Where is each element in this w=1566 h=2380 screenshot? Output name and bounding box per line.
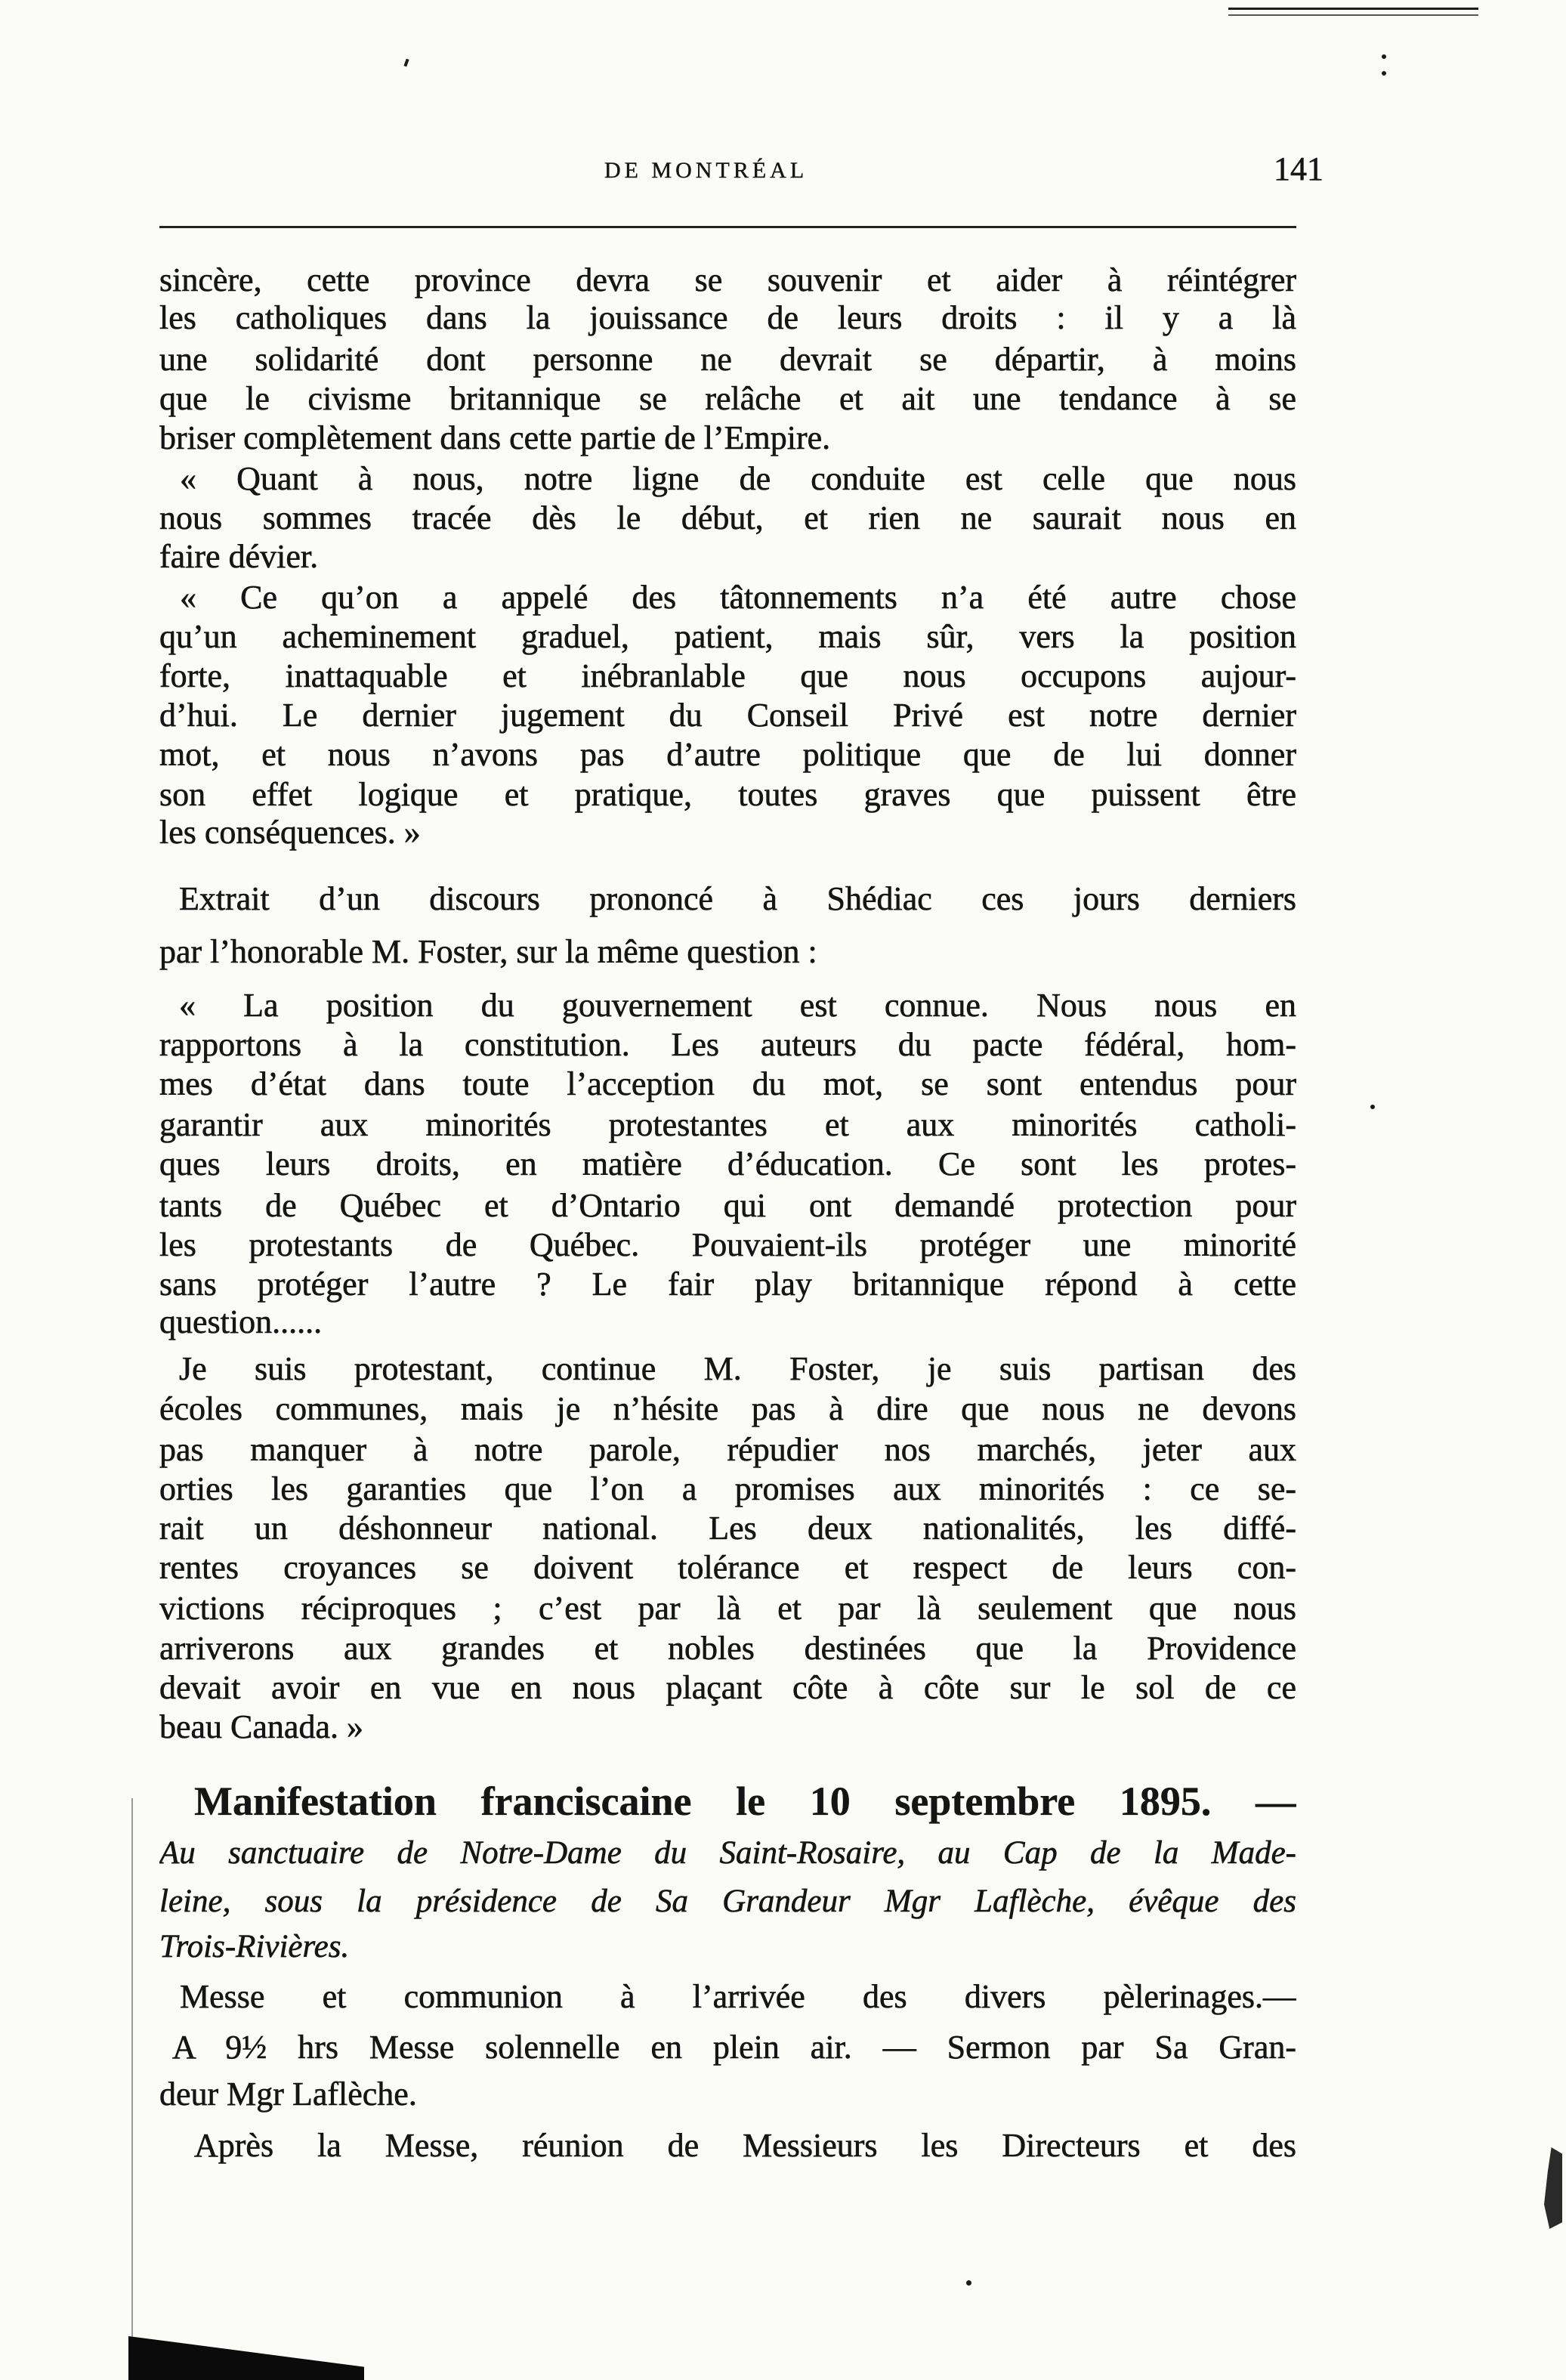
text-line: une solidarité dont personne ne devrait se départir, à moins <box>159 341 1296 378</box>
text-line: garantir aux minorités protestantes et aux minorités catholi- <box>159 1106 1296 1143</box>
text-line: forte, inattaquable et inébranlable que nous occupons aujour- <box>159 657 1296 694</box>
text-line: question...... <box>159 1303 323 1340</box>
scan-speck <box>403 59 409 67</box>
text-line: nous sommes tracée dès le début, et rien ne saurait nous en <box>159 499 1296 536</box>
text-line: faire dévier. <box>159 538 319 575</box>
section-subtitle-line: leine, sous la présidence de Sa Grandeur Mgr Laflèche, évêque des <box>159 1884 1296 1919</box>
section-heading: Manifestation franciscaine le 10 septembre 1895. — <box>194 1779 1296 1824</box>
page-number: 141 <box>1274 150 1324 187</box>
top-right-rule-upper <box>1228 8 1478 10</box>
text-line: d’hui. Le dernier jugement du Conseil Privé est notre dernier <box>159 697 1296 734</box>
text-line: écoles communes, mais je n’hésite pas à dire que nous ne devons <box>159 1390 1296 1427</box>
text-line: Après la Messe, réunion de Messieurs les Directeurs et des <box>194 2127 1296 2164</box>
scan-speck <box>1370 1105 1375 1109</box>
text-line: les protestants de Québec. Pouvaient-ils protéger une minorité <box>159 1226 1296 1263</box>
running-title: DE MONTRÉAL <box>604 158 808 183</box>
scan-speck <box>966 2280 971 2286</box>
text-line: « Ce qu’on a appelé des tâtonnements n’a été autre chose <box>180 579 1296 616</box>
text-line: orties les garanties que l’on a promises aux minorités : ce se- <box>159 1470 1296 1507</box>
text-line: Extrait d’un discours prononcé à Shédiac ces jours derniers <box>179 880 1296 917</box>
text-line: qu’un acheminement graduel, patient, mais sûr, vers la position <box>159 618 1296 655</box>
text-line: devait avoir en vue en nous plaçant côte à côte sur le sol de ce <box>159 1669 1296 1706</box>
text-line: les conséquences. » <box>159 814 421 851</box>
text-line: Messe et communion à l’arrivée des divers pèlerinages.— <box>180 1978 1296 2015</box>
text-line: rentes croyances se doivent tolérance et respect de leurs con- <box>159 1549 1296 1586</box>
text-line: son effet logique et pratique, toutes graves que puissent être <box>159 776 1296 813</box>
text-line: ques leurs droits, en matière d’éducation. Ce sont les protes- <box>159 1145 1296 1182</box>
scan-speck <box>1382 54 1386 59</box>
text-line: beau Canada. » <box>159 1708 363 1745</box>
text-line: Je suis protestant, continue M. Foster, je suis partisan des <box>179 1350 1296 1387</box>
text-line: « La position du gouvernement est connue. Nous nous en <box>179 987 1296 1024</box>
text-line: par l’honorable M. Foster, sur la même question : <box>159 933 817 970</box>
text-line: pas manquer à notre parole, répudier nos marchés, jeter aux <box>159 1431 1296 1468</box>
text-line: victions réciproques ; c’est par là et par là seulement que nous <box>159 1590 1296 1627</box>
header-rule <box>159 226 1296 228</box>
bottom-left-edge-shadow <box>128 2336 364 2380</box>
text-line: rapportons à la constitution. Les auteurs du pacte fédéral, hom- <box>159 1026 1296 1063</box>
text-line: « Quant à nous, notre ligne de conduite est celle que nous <box>180 460 1296 497</box>
text-line: A 9½ hrs Messe solennelle en plein air. — Sermon par Sa Gran- <box>172 2029 1296 2066</box>
text-line: mot, et nous n’avons pas d’autre politique que de lui donner <box>159 736 1296 773</box>
top-right-rule-lower <box>1228 14 1478 16</box>
text-line: tants de Québec et d’Ontario qui ont demandé protection pour <box>159 1187 1296 1224</box>
right-edge-bleed <box>1544 2147 1562 2229</box>
text-line: sans protéger l’autre ? Le fair play britannique répond à cette <box>159 1266 1296 1303</box>
text-line: que le civisme britannique se relâche et ait une tendance à se <box>159 380 1296 417</box>
scan-speck <box>1382 71 1386 76</box>
section-subtitle-line: Trois-Rivières. <box>159 1929 350 1964</box>
text-line: mes d’état dans toute l’acception du mot, se sont entendus pour <box>159 1065 1296 1102</box>
left-edge-line <box>131 1798 133 2342</box>
text-line: les catholiques dans la jouissance de leurs droits : il y a là <box>159 299 1296 336</box>
text-line: sincère, cette province devra se souvenir et aider à réintégrer <box>159 261 1296 298</box>
text-line: rait un déshonneur national. Les deux nationalités, les diffé- <box>159 1510 1296 1547</box>
text-line: briser complètement dans cette partie de l’Empire. <box>159 419 831 456</box>
section-subtitle-line: Au sanctuaire de Notre-Dame du Saint-Rosaire, au Cap de la Made- <box>159 1835 1296 1871</box>
text-line: arriverons aux grandes et nobles destinées que la Providence <box>159 1630 1296 1667</box>
text-line: deur Mgr Laflèche. <box>159 2076 417 2113</box>
